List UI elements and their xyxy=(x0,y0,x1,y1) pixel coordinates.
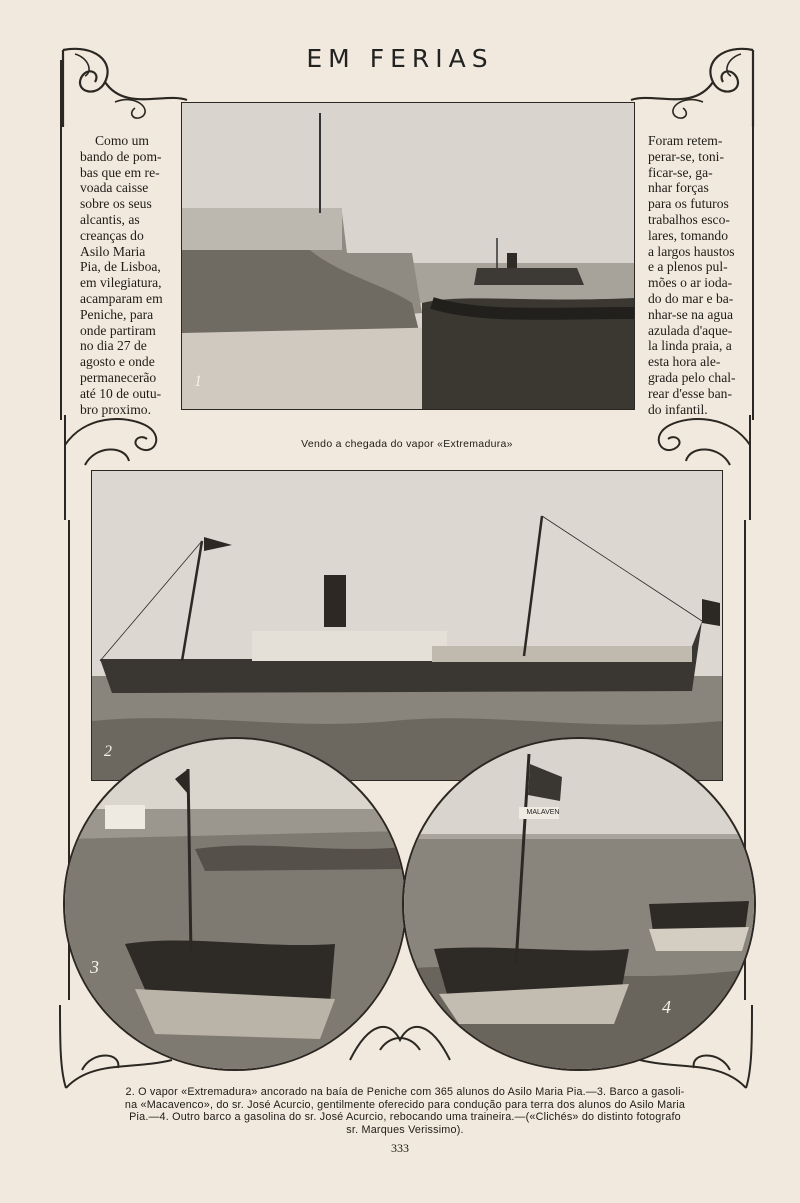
text-line: voada caisse xyxy=(80,180,149,196)
text-line: do do mar e ba- xyxy=(648,290,734,306)
text-line: permanecerão xyxy=(80,369,157,385)
text-line: la linda praia, a xyxy=(648,338,732,354)
text-line: nhar-se na agua xyxy=(648,306,734,322)
text-line: a largos haustos xyxy=(648,243,735,259)
text-line: e a plenos pul- xyxy=(648,259,728,275)
text-line: em vilegiatura, xyxy=(80,275,162,291)
photo-3 xyxy=(63,737,407,1071)
ornament-top-left-icon xyxy=(55,42,195,132)
text-line: alcantis, as xyxy=(80,211,140,227)
caption-line: 2. O vapor «Extremadura» ancorado na baía de Peniche com 365 alunos do Asilo Maria Pia.—3. Barco a gasoli- xyxy=(125,1086,685,1098)
photo-2-image xyxy=(92,471,722,780)
text-line: Foram retem- xyxy=(648,133,723,148)
text-line: Asilo Maria xyxy=(80,243,146,259)
text-line: ficar-se, ga- xyxy=(648,164,713,180)
text-line: no dia 27 de xyxy=(80,338,147,354)
text-line: creanças do xyxy=(80,227,144,243)
ornament-top-right-icon xyxy=(625,42,760,132)
text-line: até 10 de outu- xyxy=(80,385,162,401)
text-line: Como um xyxy=(94,133,149,148)
text-line: azulada d'aque- xyxy=(648,322,733,338)
text-line: agosto e onde xyxy=(80,354,155,370)
text-line: mões o ar ioda- xyxy=(648,275,733,291)
photo-1 xyxy=(181,102,635,410)
photo-1-image xyxy=(182,103,634,409)
text-line: acamparam em xyxy=(80,290,163,306)
bottom-caption xyxy=(80,1086,730,1136)
text-line: Peniche, para xyxy=(80,306,154,322)
photo-4-image xyxy=(404,739,754,1069)
left-text-column xyxy=(80,133,164,417)
page-title: EM FERIAS xyxy=(306,44,494,73)
text-line: bando de pom- xyxy=(80,148,162,164)
caption-line: sr. Marques Verissimo). xyxy=(346,1123,464,1136)
text-line: grada pelo chal- xyxy=(648,369,736,385)
text-line: para os futuros xyxy=(648,196,729,212)
page-number: 333 xyxy=(391,1141,409,1155)
text-line: do infantil. xyxy=(648,401,708,417)
frame-line-left-top xyxy=(60,60,62,420)
boat-name-label: MALAVEN xyxy=(526,809,560,816)
text-line: nhar forças xyxy=(648,180,709,196)
photo-number: 3 xyxy=(90,957,99,977)
caption-line: Pia.—4. Outro barco a gasolina do sr. José Acurcio, rebocando uma traineira.—(«Clichés» do distinto fotografo xyxy=(129,1111,681,1123)
text-line: onde partiram xyxy=(80,322,156,338)
photo-number: 2 xyxy=(104,743,112,760)
text-line: bro proximo. xyxy=(80,401,151,417)
photo-2 xyxy=(91,470,723,781)
text-line: bas que em re- xyxy=(80,164,160,180)
photo-3-image xyxy=(65,739,405,1069)
frame-line-right-top xyxy=(752,60,754,420)
text-line: Pia, de Lisboa, xyxy=(80,259,161,275)
photo-4 xyxy=(402,737,756,1071)
photo-number: 4 xyxy=(662,997,671,1017)
right-text-column xyxy=(648,133,742,417)
caption-line: na «Macavenco», do sr. José Acurcio, gentilmente oferecido para condução para terra dos alunos do Asilo Maria xyxy=(124,1098,686,1111)
text-line: trabalhos esco- xyxy=(648,211,730,227)
text-line: esta hora ale- xyxy=(648,354,721,370)
text-line: perar-se, toni- xyxy=(648,148,724,164)
text-line: sobre os seus xyxy=(80,196,152,212)
photo-number: 1 xyxy=(194,373,202,390)
text-line: rear d'esse ban- xyxy=(648,385,732,401)
text-line: lares, tomando xyxy=(648,227,729,243)
photo-1-caption: Vendo a chegada do vapor «Extremadura» xyxy=(301,438,513,450)
